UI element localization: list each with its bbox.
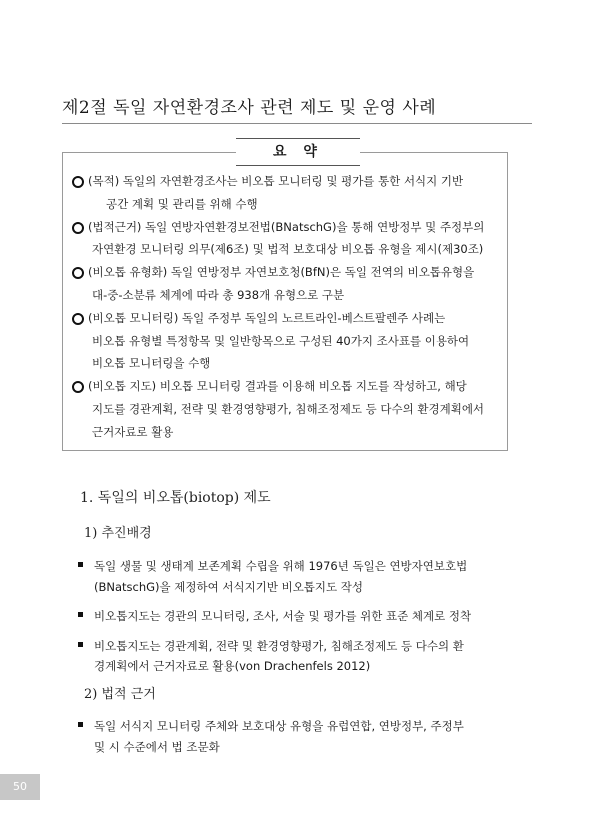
list-item-line: 및 시 수준에서 법 조문화 bbox=[94, 739, 220, 754]
summary-line: 대-중-소분류 체계에 따라 총 938개 유형으로 구분 bbox=[92, 287, 345, 302]
summary-item bbox=[72, 307, 504, 375]
legal-basis-list bbox=[78, 716, 514, 757]
square-bullet-icon bbox=[78, 722, 83, 727]
square-bullet-icon bbox=[78, 612, 83, 617]
summary-label-bottom-rule bbox=[236, 165, 360, 166]
summary-line: (목적) 독일의 자연환경조사는 비오톱 모니터링 및 평가를 통한 서식지 기반 bbox=[88, 174, 464, 188]
circle-bullet-icon bbox=[72, 222, 84, 234]
summary-item bbox=[72, 375, 504, 443]
list-item-line: 독일 서식지 모니터링 주체와 보호대상 유형을 유럽연합, 연방정부, 주정부 bbox=[94, 719, 464, 733]
list-item-line: (BNatschG)을 제정하여 서식지기반 비오톱지도 작성 bbox=[94, 579, 364, 594]
background-list bbox=[78, 556, 514, 677]
summary-line: 공간 계획 및 관리를 위해 수행 bbox=[106, 196, 258, 211]
summary-label: 요 약 bbox=[236, 142, 360, 162]
summary-line: (비오톱 모니터링) 독일 주정부 독일의 노르트라인-베스트팔렌주 사례는 bbox=[88, 310, 446, 325]
summary-line: (비오톱 지도) 비오톱 모니터링 결과를 이용해 비오톱 지도를 작성하고, 해당 bbox=[88, 379, 467, 394]
chapter-title: 제2절 독일 자연환경조사 관련 제도 및 운영 사례 bbox=[62, 98, 437, 118]
summary-line: 지도를 경관계획, 전략 및 환경영향평가, 침해조정제도 등 다수의 환경계획에서 bbox=[92, 401, 485, 416]
list-item-line: 비오톱지도는 경관의 모니터링, 조사, 서술 및 평가를 위한 표준 체계로 정착 bbox=[94, 609, 472, 623]
list-item bbox=[78, 716, 514, 757]
sub-heading-background: 1) 추진배경 bbox=[84, 526, 152, 541]
summary-item bbox=[72, 170, 504, 216]
circle-bullet-icon bbox=[72, 176, 84, 188]
summary-line: 비오톱 유형별 특정항목 및 일반항목으로 구성된 40가지 조사표를 이용하여 bbox=[92, 333, 470, 348]
summary-item bbox=[72, 261, 504, 307]
list-item bbox=[78, 606, 514, 627]
list-item bbox=[78, 636, 514, 677]
summary-line: (비오톱 유형화) 독일 연방정부 자연보호청(BfN)은 독일 전역의 비오톱유형을 bbox=[88, 265, 475, 280]
summary-line: (법적근거) 독일 연방자연환경보전법(BNatschG)을 통해 연방정부 및 주정부의 bbox=[88, 219, 485, 234]
list-item bbox=[78, 556, 514, 597]
circle-bullet-icon bbox=[72, 313, 84, 325]
square-bullet-icon bbox=[78, 562, 83, 567]
circle-bullet-icon bbox=[72, 267, 84, 279]
summary-list bbox=[72, 170, 504, 444]
summary-label-top-rule bbox=[236, 138, 360, 139]
list-item-line: 독일 생물 및 생태계 보존계획 수립을 위해 1976년 독일은 연방자연보호법 bbox=[94, 559, 468, 573]
circle-bullet-icon bbox=[72, 381, 84, 393]
square-bullet-icon bbox=[78, 642, 83, 647]
summary-line: 근거자료로 활용 bbox=[92, 424, 174, 439]
list-item-line: 비오톱지도는 경관계획, 전략 및 환경영향평가, 침해조정제도 등 다수의 환 bbox=[94, 638, 464, 653]
list-item-line: 경계획에서 근거자료로 활용(von Drachenfels 2012) bbox=[94, 659, 371, 673]
summary-line: 비오톱 모니터링을 수행 bbox=[92, 356, 211, 371]
sub-heading-legal-basis: 2) 법적 근거 bbox=[84, 687, 156, 702]
section-heading: 1. 독일의 비오톱(biotop) 제도 bbox=[80, 490, 271, 506]
title-divider bbox=[62, 123, 532, 124]
page-number: 50 bbox=[0, 774, 40, 800]
summary-line: 자연환경 모니터링 의무(제6조) 및 법적 보호대상 비오톱 유형을 제시(제30조) bbox=[92, 242, 484, 257]
summary-item bbox=[72, 216, 504, 262]
